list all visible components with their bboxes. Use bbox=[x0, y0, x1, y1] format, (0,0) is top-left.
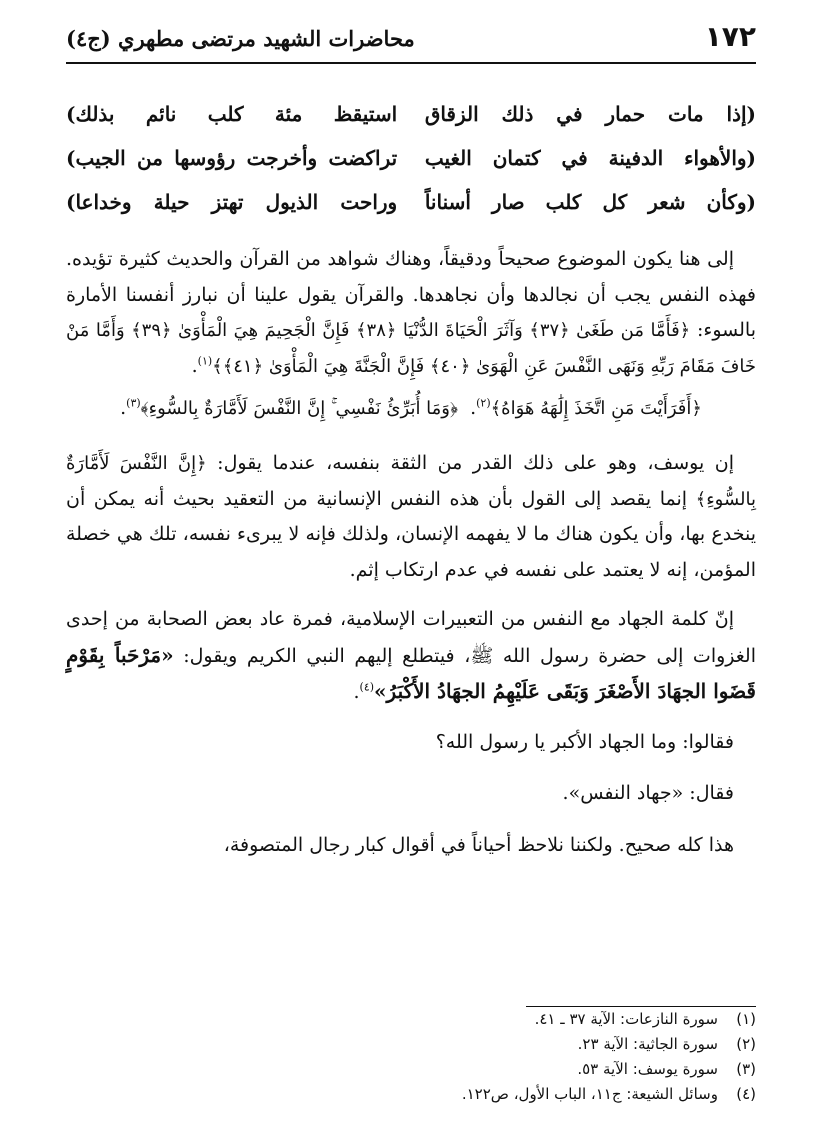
poem-block bbox=[66, 92, 756, 224]
footnote bbox=[66, 1032, 756, 1057]
poem-line bbox=[66, 136, 756, 180]
poem-hemistich-right: (إذا مات حمار في ذلك الزقاق bbox=[424, 102, 756, 126]
poem-hemistich-left: وراحت الذيول تهتز حيلة وخداعا) bbox=[66, 190, 398, 214]
poem-hemistich-right: (وكأن شعر كل كلب صار أسناناً bbox=[424, 190, 756, 214]
book-page bbox=[66, 20, 757, 1103]
poem-line bbox=[66, 92, 756, 136]
page-number: ١٧٢ bbox=[704, 20, 756, 53]
quran-verses-line bbox=[66, 390, 756, 427]
paragraph-question: فقالوا: وما الجهاد الأكبر يا رسول الله؟ bbox=[435, 730, 734, 753]
footnote-text: سورة الجاثية: الآية ٢٣. bbox=[577, 1035, 718, 1053]
footnote-number: (٣) bbox=[736, 1060, 756, 1078]
footnotes bbox=[66, 1006, 756, 1107]
footnote-text: وسائل الشيعة: ج١١، الباب الأول، ص١٢٢. bbox=[461, 1085, 718, 1103]
paragraph-text: إنما يقصد إلى القول بأن هذه النفس الإنسانية من التعقيد بحيث أنه يمكن أن ينخدع بها، وأن يكون هناك ما لا يفهمه الإنسان، ولذلك فإنه لا يبرىء نفسه، تلك هي خصلة المؤمن، إنه لا يعتمد على نفسه في عدم ارتكاب إثم. bbox=[66, 487, 756, 581]
running-title: محاضرات الشهيد مرتضى مطهري (ج٤) bbox=[66, 26, 415, 51]
poem-hemistich-left: استيقظ مئة كلب نائم بذلك) bbox=[66, 102, 398, 126]
footnote-number: (١) bbox=[736, 1010, 756, 1028]
hadith-quote: «مَرْحَباً بِقَوْمٍ قَضَوا الجهَادَ الأَصْغَرَ وَبَقَى عَلَيْهِمُ الجهَادُ الأَكْبَرُ» bbox=[66, 642, 756, 703]
paragraph-sufis: هذا كله صحيح. ولكننا نلاحظ أحياناً في أقوال كبار رجال المتصوفة، bbox=[223, 833, 734, 856]
paragraph-jihad bbox=[66, 602, 756, 711]
punctuation: . bbox=[120, 397, 127, 419]
quran-quote: ﴿وَمَا أُبَرِّئُ نَفْسِي ۚ إِنَّ النَّفْسَ لَأَمَّارَةٌ بِالسُّوءِ﴾ bbox=[140, 398, 458, 419]
quran-quote: ﴿فَأَمَّا مَن طَغَىٰ ﴿٣٧﴾ وَآثَرَ الْحَيَاةَ الدُّنْيَا ﴿٣٨﴾ فَإِنَّ الْجَحِيمَ هِيَ الْمَأْوَىٰ ﴿٣٩﴾ وَأَمَّا مَنْ خَافَ مَقَامَ رَبِّهِ وَنَهَى النَّفْسَ عَنِ الْهَوَىٰ ﴿٤٠﴾ فَإِنَّ الْجَنَّةَ هِيَ الْمَأْوَىٰ ﴿٤١﴾﴾ bbox=[66, 320, 756, 377]
paragraph-text: إنّ كلمة الجهاد مع النفس من التعبيرات الإسلامية، فمرة عاد بعض الصحابة من إحدى الغزوات إلى حضرة رسول الله ﷺ، فيتطلع إليهم النبي الكريم ويقول: bbox=[66, 608, 756, 667]
footnote-number: (٢) bbox=[736, 1035, 756, 1053]
footnote-ref: (١) bbox=[197, 354, 213, 368]
footnote-number: (٤) bbox=[736, 1085, 756, 1103]
footnote bbox=[66, 1057, 756, 1082]
footnote-text: سورة يوسف: الآية ٥٣. bbox=[577, 1060, 718, 1078]
poem-hemistich-left: تراكضت وأخرجت رؤوسها من الجيب) bbox=[66, 146, 398, 170]
paragraph-text: إن يوسف، وهو على ذلك القدر من الثقة بنفسه، عندما يقول: bbox=[217, 452, 734, 474]
paragraph-self-struggle bbox=[66, 242, 756, 384]
poem-line bbox=[66, 180, 756, 224]
footnote bbox=[66, 1082, 756, 1107]
paragraph-yusuf bbox=[66, 446, 756, 588]
footnote bbox=[66, 1007, 756, 1032]
footnote-ref: (٣) bbox=[126, 396, 141, 410]
quran-quote: ﴿إِنَّ النَّفْسَ لَأَمَّارَةٌ بِالسُّوءِ﴾ bbox=[66, 453, 757, 510]
footnote-text: سورة النازعات: الآية ٣٧ ـ ٤١. bbox=[534, 1010, 718, 1028]
footnote-ref: (٢) bbox=[476, 396, 491, 410]
poem-hemistich-right: (والأهواء الدفينة في كتمان الغيب bbox=[424, 146, 756, 170]
punctuation: . bbox=[353, 681, 360, 703]
paragraph-answer: فقال: «جهاد النفس». bbox=[562, 782, 734, 804]
punctuation: . bbox=[191, 354, 198, 377]
quran-quote: ﴿أَفَرَأَيْتَ مَنِ اتَّخَذَ إِلَٰهَهُ هَوَاهُ﴾ bbox=[490, 398, 702, 419]
footnote-ref: (٤) bbox=[359, 680, 375, 694]
page-header bbox=[66, 20, 756, 64]
punctuation: . bbox=[470, 397, 477, 419]
paragraph-text: إلى هنا يكون الموضوع صحيحاً ودقيقاً، وهناك شواهد من القرآن والحديث كثيرة تؤيده. فهذه النفس يجب أن نجالدها وأن نجاهدها. والقرآن يقول علينا أن نبارز أنفسنا الأمارة بالسوء: bbox=[66, 248, 756, 341]
